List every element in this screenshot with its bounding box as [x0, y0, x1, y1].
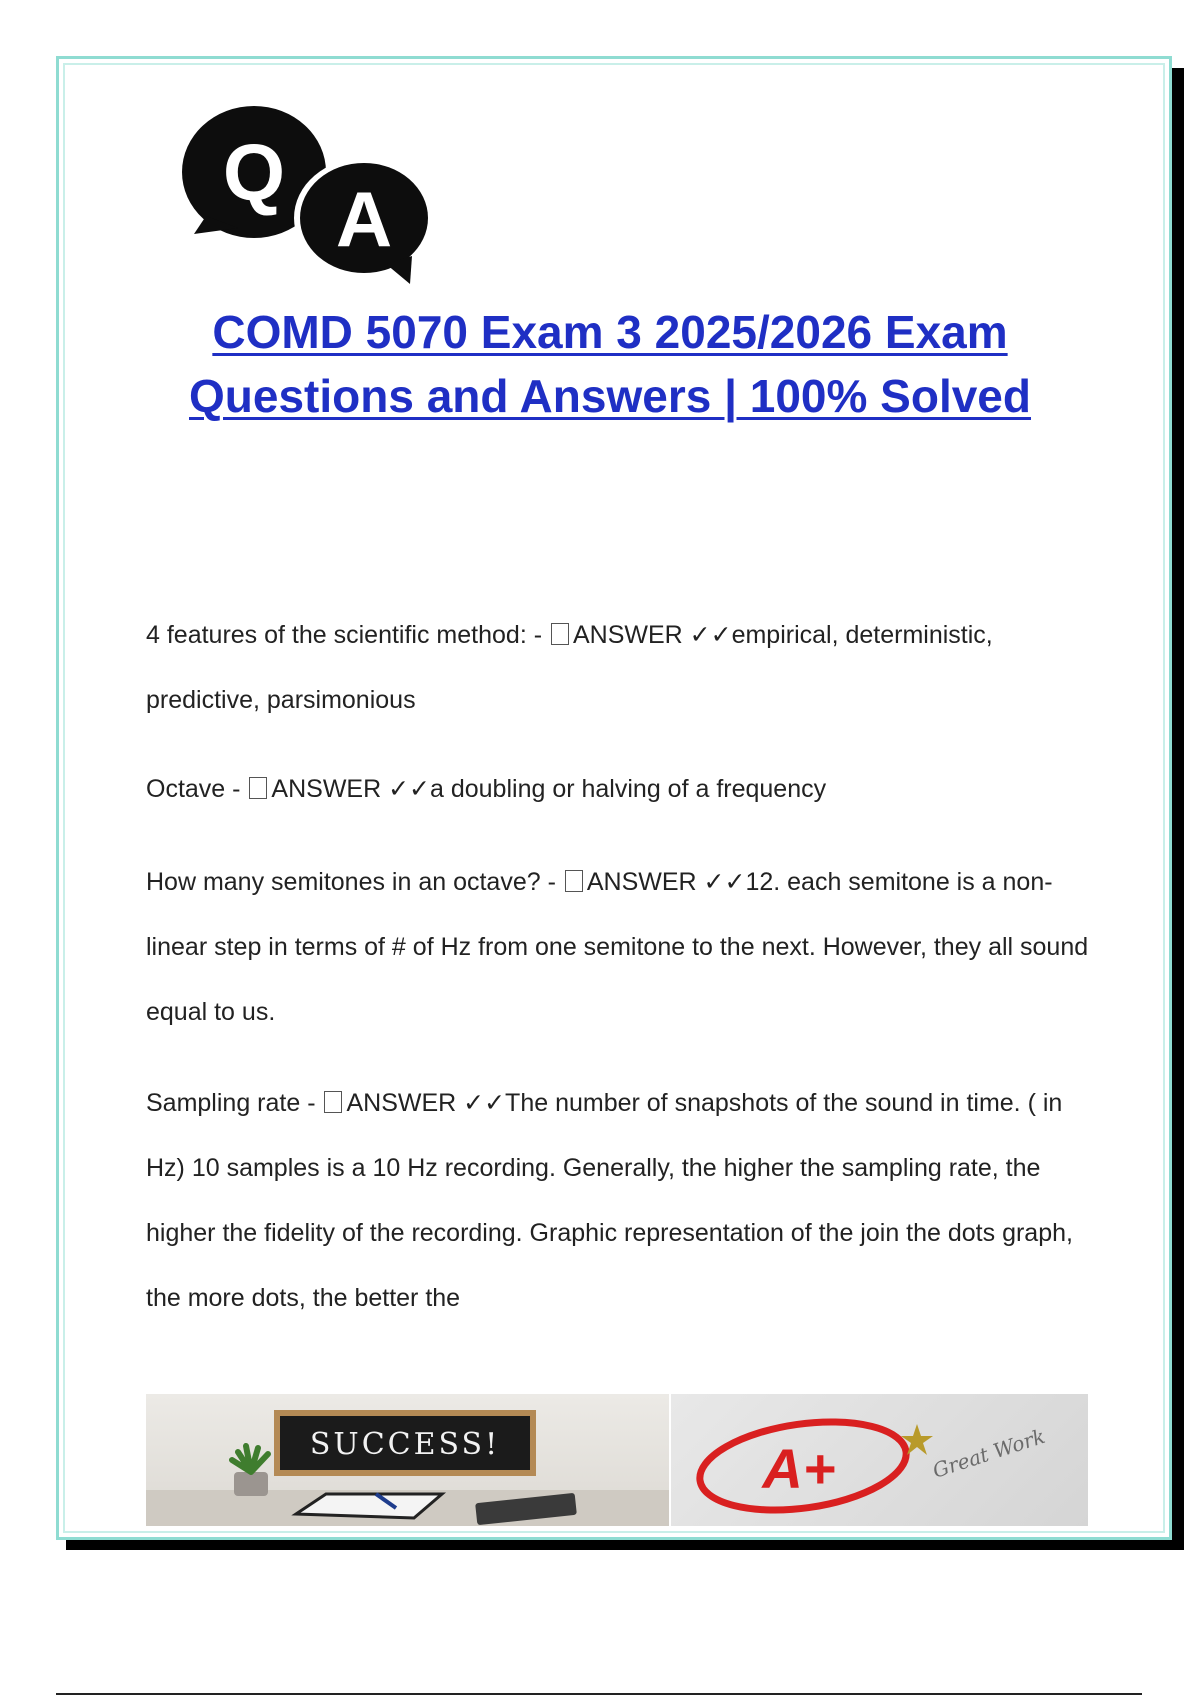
- answer-text: 12. each semitone is a non-linear step in terms of # of Hz from one semitone to the next. However, they all sound equal to us.: [146, 868, 1089, 1026]
- answer-text: empirical, deterministic, predictive, parsimonious: [146, 621, 993, 714]
- grade-image: [671, 1394, 1088, 1526]
- logo-a-letter: A: [335, 175, 393, 263]
- title-line-1: COMD 5070 Exam 3 2025/2026 Exam: [212, 306, 1008, 358]
- question-text: Octave -: [146, 775, 248, 803]
- answer-label: ANSWER ✓✓: [572, 621, 732, 649]
- question-text: 4 features of the scientific method: -: [146, 621, 549, 649]
- qa-item: [146, 757, 1096, 822]
- missing-glyph-icon: [249, 777, 267, 799]
- title-line-2: Questions and Answers | 100% Solved: [189, 370, 1031, 422]
- great-work-note: Great Work: [929, 1423, 1049, 1483]
- answer-label: ANSWER ✓✓: [271, 775, 430, 803]
- missing-glyph-icon: [551, 623, 569, 645]
- document-title: [110, 300, 1110, 428]
- qa-item: [146, 850, 1096, 1045]
- success-image: [146, 1394, 669, 1526]
- missing-glyph-icon: [324, 1091, 342, 1113]
- qa-logo: [176, 96, 436, 286]
- logo-q-letter: Q: [222, 128, 286, 217]
- footer-rule: [56, 1693, 1142, 1695]
- qa-item: [146, 603, 1096, 733]
- missing-glyph-icon: [565, 870, 583, 892]
- chalkboard-text: SUCCESS!: [309, 1427, 501, 1462]
- qa-item: [146, 1071, 1096, 1331]
- plant-icon: [232, 1446, 268, 1496]
- answer-label: ANSWER ✓✓: [586, 868, 746, 896]
- answer-label: ANSWER ✓✓: [346, 1089, 506, 1117]
- answer-text: a doubling or halving of a frequency: [430, 775, 827, 803]
- grade-text: A+: [762, 1437, 836, 1500]
- answer-text: The number of snapshots of the sound in time. ( in Hz) 10 samples is a 10 Hz recording. Generally, the higher the sampling rate, the higher the fidelity of the recording. Graphic representation of the join the dots graph, the more dots, the better the: [146, 1089, 1073, 1312]
- question-text: Sampling rate -: [146, 1089, 323, 1117]
- a-speech-bubble-icon: [294, 158, 434, 284]
- a-plus-grade-illustration: [671, 1394, 1088, 1526]
- question-text: How many semitones in an octave? -: [146, 868, 563, 896]
- success-chalkboard-illustration: [146, 1394, 669, 1526]
